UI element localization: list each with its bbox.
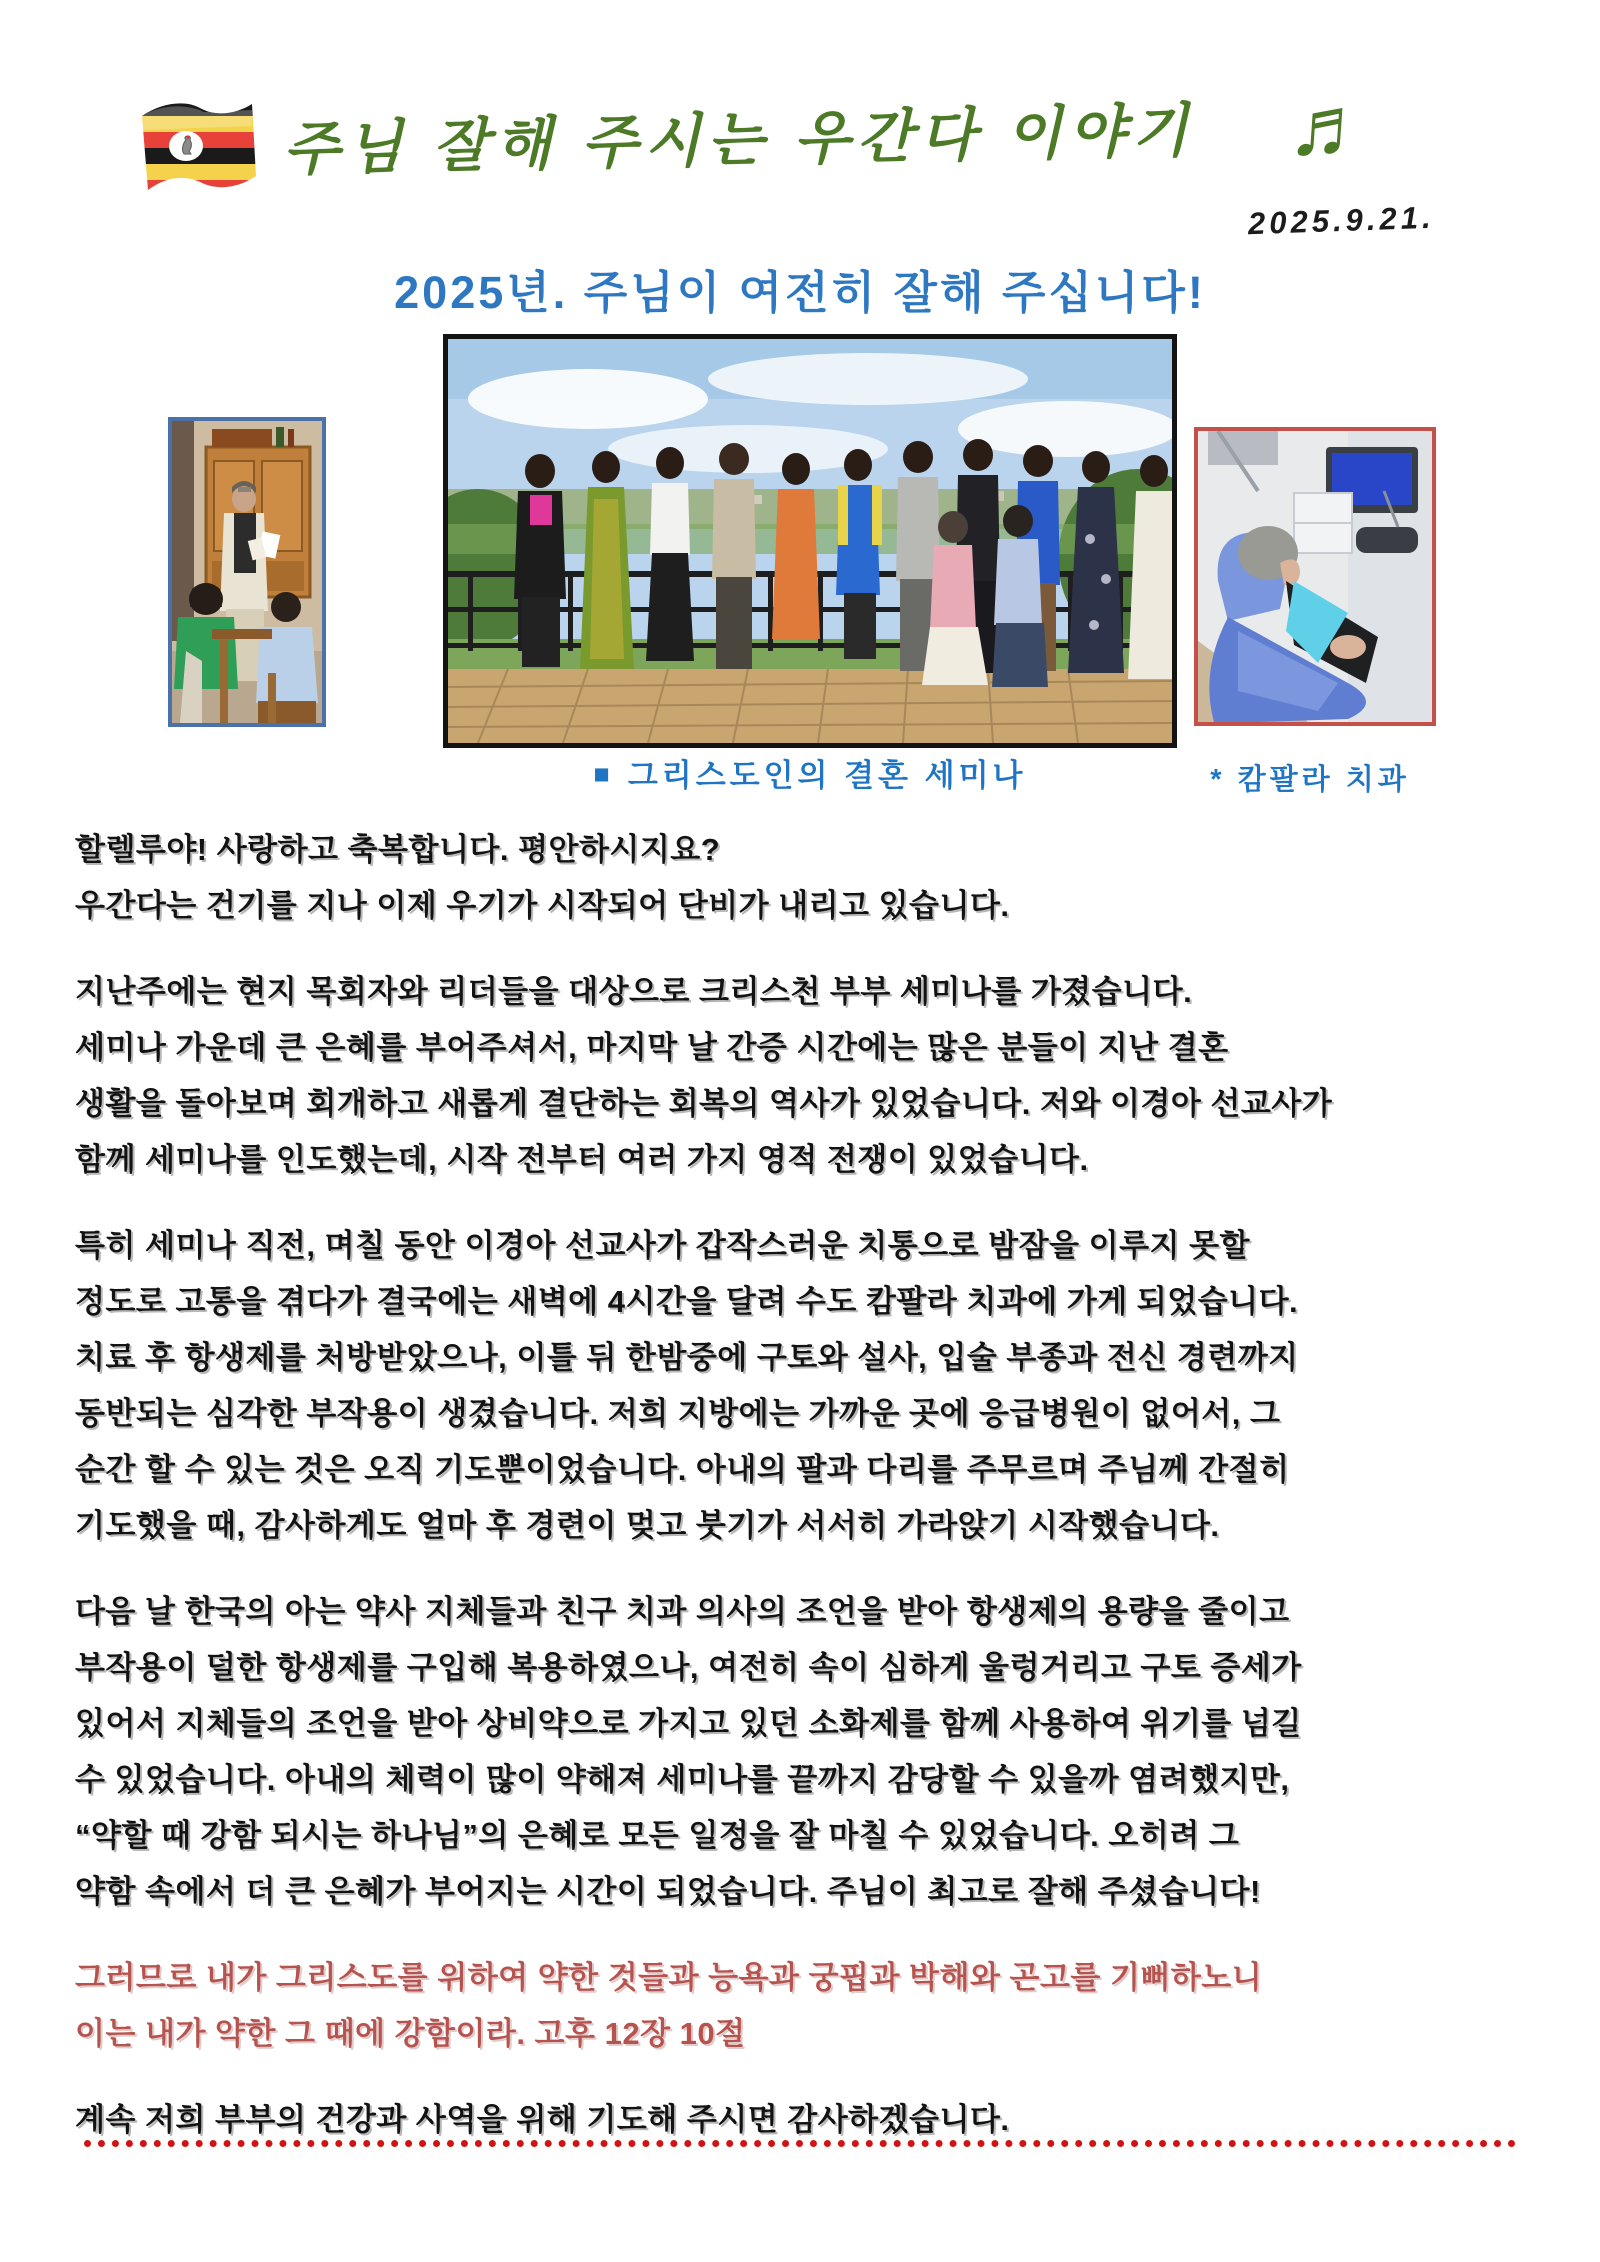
body-line: 순간 할 수 있는 것은 오직 기도뿐이었습니다. 아내의 팔과 다리를 주무르며 주님께 간절히 [75, 1452, 1290, 1487]
paragraph-recovery [75, 1584, 1545, 1920]
body-line: 생활을 돌아보며 회개하고 새롭게 결단하는 회복의 역사가 있었습니다. 저와 이경아 선교사가 [75, 1086, 1333, 1121]
date: 2025.9.21. [1247, 199, 1436, 242]
body-line: 동반되는 심각한 부작용이 생겼습니다. 저희 지방에는 가까운 곳에 응급병원이 없어서, 그 [75, 1396, 1281, 1431]
body-line: 할렐루야! 사랑하고 축복합니다. 평안하시지요? [75, 832, 721, 867]
body-line: 그러므로 내가 그리스도를 위하여 약한 것들과 능욕과 궁핍과 박해와 곤고를 기뻐하노니 [75, 1960, 1263, 1995]
body-line: 수 있었습니다. 아내의 체력이 많이 약해져 세미나를 끝까지 감당할 수 있을까 염려했지만, [75, 1762, 1290, 1797]
caption-marriage-seminar [443, 750, 1177, 795]
paragraph-bible-verse [75, 1950, 1545, 2062]
body-line: 있어서 지체들의 조언을 받아 상비약으로 가지고 있던 소화제를 함께 사용하여 위기를 넘길 [75, 1706, 1302, 1741]
body-line: 치료 후 항생제를 처방받았으나, 이틀 뒤 한밤중에 구토와 설사, 입술 부종과 전신 경련까지 [75, 1340, 1299, 1375]
music-note-icon: ♬ [1284, 76, 1378, 178]
paragraph-greeting [75, 822, 1545, 934]
body-line: “약할 때 강함 되시는 하나님”의 은혜로 모든 일정을 잘 마칠 수 있었습니다. 오히려 그 [75, 1818, 1240, 1853]
body-line: 약함 속에서 더 큰 은혜가 부어지는 시간이 되었습니다. 주님이 최고로 잘해 주셨습니다! [75, 1874, 1261, 1909]
body-line: 다음 날 한국의 아는 약사 지체들과 친구 치과 의사의 조언을 받아 항생제의 용량을 줄이고 [75, 1594, 1290, 1629]
page-subtitle: 2025년. 주님이 여전히 잘해 주십니다! [394, 267, 1206, 318]
photo-seminar-teaching [168, 417, 326, 727]
body-line: 정도로 고통을 겪다가 결국에는 새벽에 4시간을 달려 수도 캄팔라 치과에 가게 되었습니다. [75, 1284, 1299, 1319]
caption-marriage-seminar-text: 그리스도인의 결혼 세미나 [627, 758, 1027, 793]
letter-body [75, 822, 1545, 2178]
paragraph-seminar [75, 964, 1545, 1188]
body-line: 세미나 가운데 큰 은혜를 부어주셔서, 마지막 날 간증 시간에는 많은 분들이 지난 결혼 [75, 1030, 1229, 1065]
body-line: 계속 저희 부부의 건강과 사역을 위해 기도해 주시면 감사하겠습니다. [75, 2102, 1010, 2137]
paragraph-toothache [75, 1218, 1545, 1554]
body-line: 우간다는 건기를 지나 이제 우기가 시작되어 단비가 내리고 있습니다. [75, 888, 1010, 923]
photo-kampala-dental [1194, 427, 1436, 726]
divider-dotted-line [84, 2140, 1516, 2147]
body-line: 기도했을 때, 감사하게도 얼마 후 경련이 멎고 붓기가 서서히 가라앉기 시작했습니다. [75, 1508, 1220, 1543]
body-line: 함께 세미나를 인도했는데, 시작 전부터 여러 가지 영적 전쟁이 있었습니다. [75, 1142, 1089, 1177]
caption-kampala-dental: * 캄팔라 치과 [1210, 764, 1410, 796]
body-line: 이는 내가 약한 그 때에 강함이라. 고후 12장 10절 [75, 2016, 746, 2051]
body-line: 지난주에는 현지 목회자와 리더들을 대상으로 크리스천 부부 세미나를 가졌습니다. [75, 974, 1193, 1009]
body-line: 특히 세미나 직전, 며칠 동안 이경아 선교사가 갑작스러운 치통으로 밤잠을 이루지 못할 [75, 1228, 1250, 1263]
uganda-flag-icon [128, 96, 264, 200]
body-line: 부작용이 덜한 항생제를 구입해 복용하였으나, 여전히 속이 심하게 울렁거리고 구토 증세가 [75, 1650, 1302, 1685]
bullet-square-icon: ■ [593, 759, 614, 789]
photo-marriage-seminar-group [443, 334, 1177, 748]
page-title: 주님 잘해 주시는 우간다 이야기 [282, 98, 1196, 183]
